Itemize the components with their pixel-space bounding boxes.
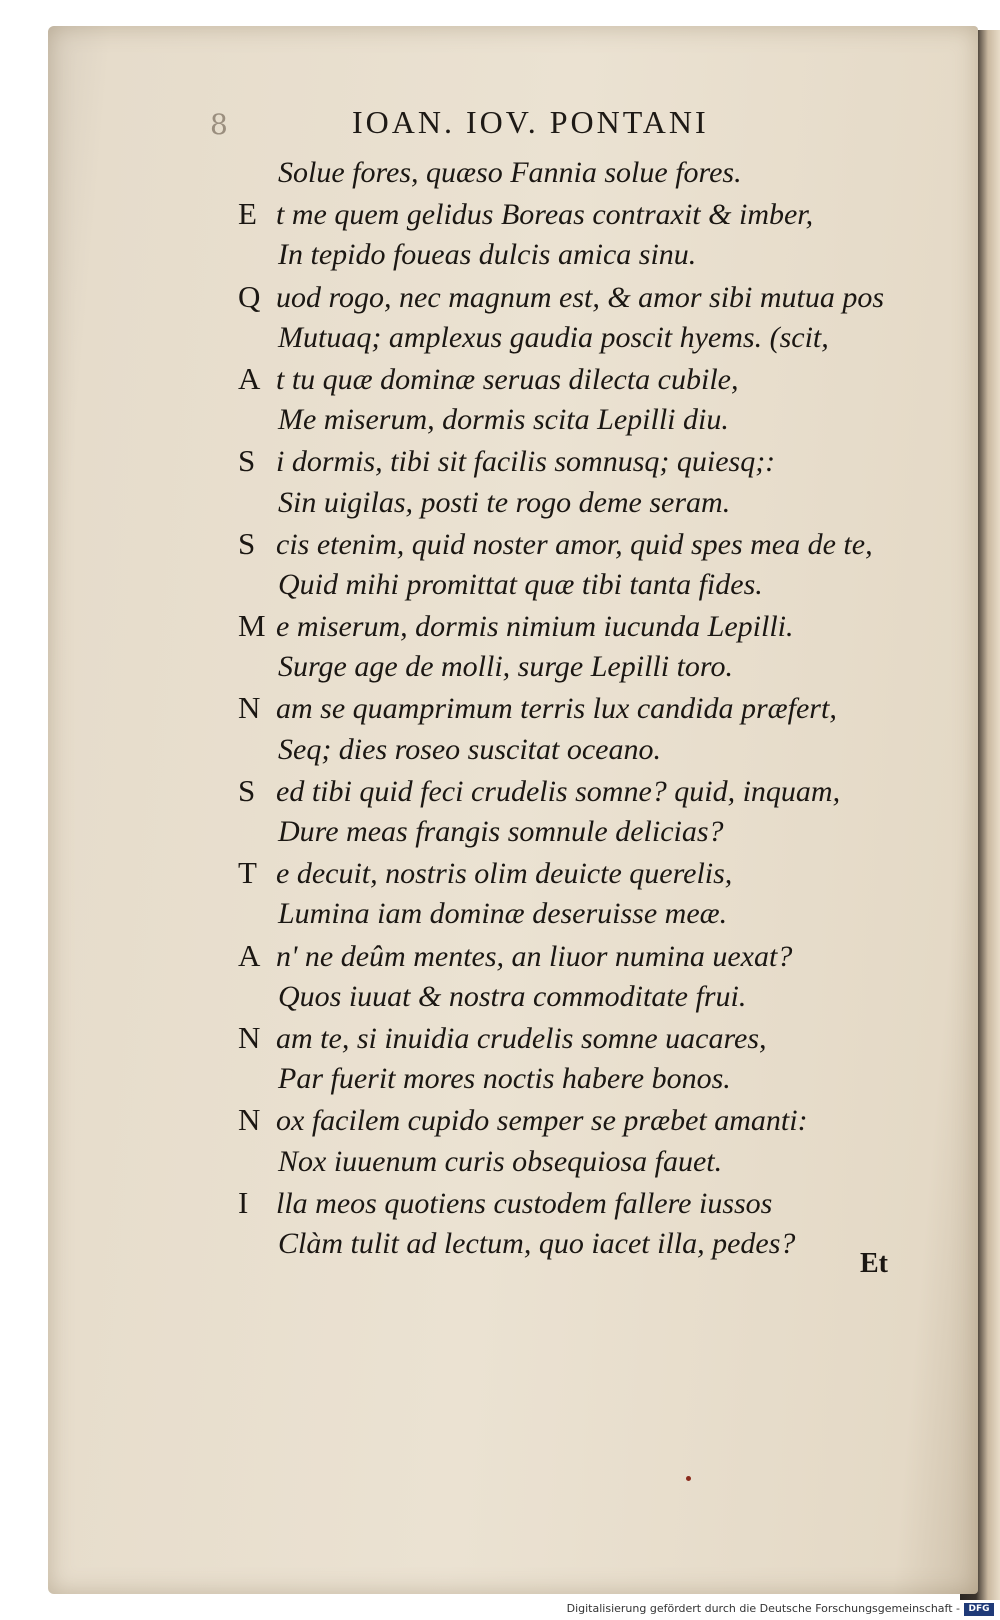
verse-initial: I xyxy=(238,1184,249,1220)
verse-line xyxy=(238,317,938,358)
verse-line xyxy=(238,523,938,564)
verse-line xyxy=(238,1182,938,1223)
verse-line xyxy=(238,193,938,234)
footer-credit: Digitalisierung gefördert durch die Deutsche Forschungsgemeinschaft - xyxy=(566,1602,960,1615)
verse-line xyxy=(238,1223,938,1264)
verse-text: Par fuerit mores noctis habere bonos. xyxy=(278,1062,731,1096)
verse-line xyxy=(238,358,938,399)
verse-text: t me quem gelidus Boreas contraxit & imber, xyxy=(276,198,814,232)
verse-text: Mutuaq; amplexus gaudia poscit hyems. (scit, xyxy=(278,320,829,354)
verse-text: t tu quæ dominæ seruas dilecta cubile, xyxy=(276,362,739,396)
verse-text: cis etenim, quid noster amor, quid spes mea de te, xyxy=(276,527,873,561)
verse-line xyxy=(238,152,938,193)
ink-spot xyxy=(686,1476,691,1481)
verse-initial: S xyxy=(238,443,256,479)
verse-line xyxy=(238,564,938,605)
verse-line xyxy=(238,1058,938,1099)
verse-line xyxy=(238,935,938,976)
verse-initial: Q xyxy=(238,278,261,314)
verse-initial: A xyxy=(238,937,261,973)
verse-line xyxy=(238,276,938,317)
verse-line xyxy=(238,852,938,893)
verse-text: Nox iuuenum curis obsequiosa fauet. xyxy=(278,1144,723,1178)
dfg-logo: DFG xyxy=(964,1603,994,1616)
verse-initial: M xyxy=(238,608,266,644)
verse-text: e miserum, dormis nimium iucunda Lepilli. xyxy=(276,610,794,644)
verse-text: Solue fores, quæso Fannia solue fores. xyxy=(278,156,742,189)
verse-line xyxy=(238,1099,938,1140)
verse-line xyxy=(238,482,938,523)
verse-text: am se quamprimum terris lux candida præfert, xyxy=(276,692,837,726)
verse-text: Clàm tulit ad lectum, quo iacet illa, pedes? xyxy=(278,1226,796,1260)
verse-line xyxy=(238,811,938,852)
verse-initial: N xyxy=(238,1019,261,1055)
verse-text: Seq; dies roseo suscitat oceano. xyxy=(278,732,661,766)
verse-line xyxy=(238,234,938,275)
verse-text: Sin uigilas, posti te rogo deme seram. xyxy=(278,485,731,519)
verse-text: i dormis, tibi sit facilis somnusq; quiesq;: xyxy=(276,445,776,479)
verse-text: lla meos quotiens custodem fallere iussos xyxy=(276,1186,773,1220)
verse-text: n' ne deûm mentes, an liuor numina uexat? xyxy=(276,939,793,973)
verse-text: Lumina iam dominæ deseruisse meæ. xyxy=(278,897,728,931)
catchword: Et xyxy=(860,1248,888,1279)
verse-line xyxy=(238,770,938,811)
verse-line xyxy=(238,605,938,646)
verse-line xyxy=(238,646,938,687)
verse-text: In tepido foueas dulcis amica sinu. xyxy=(278,238,697,272)
footer-bar xyxy=(0,1600,1000,1620)
verse-text: Quos iuuat & nostra commoditate frui. xyxy=(278,979,747,1013)
verse-initial: A xyxy=(238,360,261,396)
verse-line xyxy=(238,1017,938,1058)
verse-text: Me miserum, dormis scita Lepilli diu. xyxy=(278,403,729,437)
verse-text: am te, si inuidia crudelis somne uacares, xyxy=(276,1021,767,1055)
verse-initial: N xyxy=(238,1102,261,1138)
verse-line xyxy=(238,1141,938,1182)
verse-text: e decuit, nostris olim deuicte querelis, xyxy=(276,857,733,891)
verse-initial: T xyxy=(238,855,257,891)
verse-text: ox facilem cupido semper se præbet amanti: xyxy=(276,1104,808,1138)
running-head: IOAN. IOV. PONTANI xyxy=(352,104,709,140)
verse-line xyxy=(238,893,938,934)
verse-line xyxy=(238,440,938,481)
verse-initial: E xyxy=(238,196,257,232)
verse-line xyxy=(238,976,938,1017)
verse-text: Surge age de molli, surge Lepilli toro. xyxy=(278,650,733,684)
verse-line xyxy=(238,687,938,728)
verse-initial: S xyxy=(238,525,256,561)
verse-line xyxy=(238,399,938,440)
verse-text: uod rogo, nec magnum est, & amor sibi mutua pos xyxy=(276,280,885,314)
verse-block xyxy=(238,152,938,1264)
verse-text: ed tibi quid feci crudelis somne? quid, inquam, xyxy=(276,774,841,808)
verse-initial: N xyxy=(238,690,261,726)
verse-text: Quid mihi promittat quæ tibi tanta fides. xyxy=(278,567,763,601)
page-number: 8 xyxy=(210,108,228,141)
verse-initial: S xyxy=(238,772,256,808)
verse-text: Dure meas frangis somnule delicias? xyxy=(278,815,724,848)
verse-line xyxy=(238,729,938,770)
